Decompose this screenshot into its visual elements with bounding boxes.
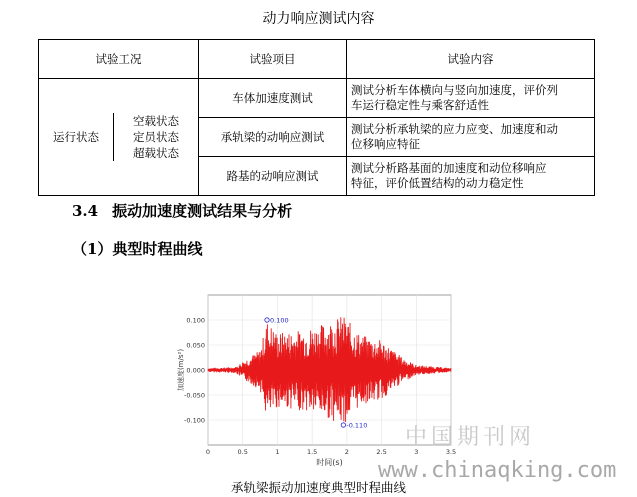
item-cell: 承轨梁的动响应测试 (199, 118, 347, 157)
y-tick-label: 0.100 (186, 316, 205, 325)
x-tick-label: 3.5 (445, 448, 457, 456)
y-tick-labels (184, 317, 205, 425)
state-empty: 空载状态 (133, 114, 179, 128)
content-cell (347, 157, 595, 196)
header-condition: 试验工况 (39, 40, 199, 79)
y-tick-label: 0.050 (186, 341, 205, 350)
y-tick-label: 0.000 (186, 366, 205, 375)
condition-cell (39, 79, 199, 196)
x-tick-label: 2 (344, 448, 349, 456)
header-content: 试验内容 (347, 40, 595, 79)
section-heading (72, 200, 292, 221)
content-line: 车运行稳定性与乘客舒适性 (351, 98, 489, 112)
figure-caption: 承轨梁振动加速度典型时程曲线 (230, 480, 406, 495)
x-tick-label: 1 (275, 448, 280, 456)
y-tick-label: -0.050 (184, 391, 205, 400)
content-line: 特征，评价低置结构的动力稳定性 (351, 176, 524, 190)
watermark-url: www.chinaqking.com (378, 458, 617, 483)
annotation-label: -0.110 (346, 421, 368, 430)
x-tick-label: 0.5 (237, 448, 248, 456)
table-header-row (39, 40, 595, 79)
state-overload: 超载状态 (133, 146, 179, 160)
section-number: 3.4 (72, 202, 99, 220)
condition-label: 运行状态 (53, 130, 99, 144)
watermark-logo: 中国期刊网 (405, 425, 536, 450)
y-axis-label: 加速度(m/s²) (177, 348, 185, 392)
item-cell: 车体加速度测试 (199, 79, 347, 118)
content-line: 位移响应特征 (351, 137, 420, 151)
content-line: 测试分析车体横向与竖向加速度，评价列 (351, 83, 558, 97)
subsection-heading: （1）典型时程曲线 (72, 240, 203, 258)
content-cell (347, 79, 595, 118)
test-content-table (38, 39, 595, 196)
x-tick-label: 1.5 (306, 448, 318, 456)
content-cell (347, 118, 595, 157)
content-line: 测试分析承轨梁的应力应变、加速度和动 (351, 122, 558, 136)
y-tick-label: -0.100 (184, 416, 205, 425)
item-cell: 路基的动响应测试 (199, 157, 347, 196)
x-tick-label: 0 (205, 448, 211, 456)
x-tick-label: 2.5 (376, 448, 387, 456)
x-tick-label: 3 (414, 448, 419, 456)
content-line: 测试分析路基面的加速度和动位移响应 (351, 161, 547, 175)
document-title: 动力响应测试内容 (262, 11, 375, 27)
header-item: 试验项目 (199, 40, 347, 79)
section-title: 振动加速度测试结果与分析 (112, 202, 293, 220)
annotation-label: 0.100 (270, 316, 289, 325)
state-list (113, 113, 198, 161)
table-row (39, 79, 595, 118)
x-axis-label: 时间(s) (316, 458, 343, 467)
state-rated: 定员状态 (133, 130, 179, 144)
